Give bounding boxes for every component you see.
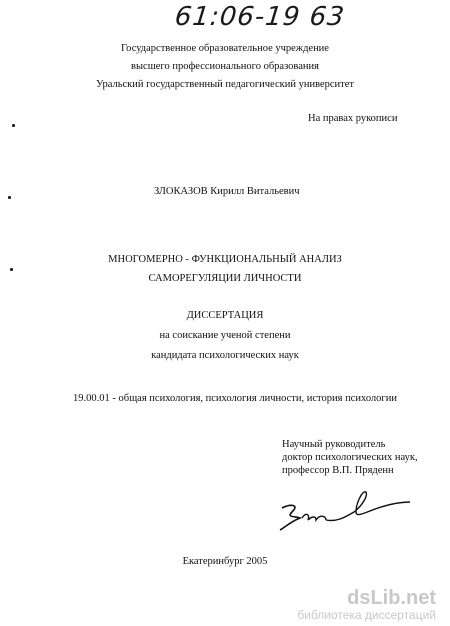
header-line-2: высшего профессионального образования	[131, 61, 319, 72]
watermark-logo: dsLib.net	[347, 587, 436, 609]
margin-mark	[12, 124, 15, 127]
title-line-2: САМОРЕГУЛЯЦИИ ЛИЧНОСТИ	[148, 273, 302, 284]
title-line-1: МНОГОМЕРНО - ФУНКЦИОНАЛЬНЫЙ АНАЛИЗ	[108, 254, 342, 265]
handwritten-signature	[270, 478, 420, 538]
margin-mark	[10, 268, 13, 271]
doc-type-line-1: ДИССЕРТАЦИЯ	[186, 310, 264, 321]
watermark-subtitle: библиотека диссертаций	[297, 608, 436, 622]
doc-type-line-2: на соискание ученой степени	[159, 330, 291, 341]
author-name: ЗЛОКАЗОВ Кирилл Витальевич	[154, 186, 300, 197]
rights-note: На правах рукописи	[308, 113, 398, 124]
supervisor-line-3: профессор В.П. Пряденн	[282, 465, 394, 476]
city-year: Екатеринбург 2005	[182, 556, 268, 567]
margin-mark	[8, 196, 11, 199]
doc-type-line-3: кандидата психологических наук	[151, 350, 299, 361]
supervisor-line-2: доктор психологических наук,	[282, 452, 418, 463]
header-line-3: Уральский государственный педагогический университет	[95, 79, 355, 90]
supervisor-line-1: Научный руководитель	[282, 439, 386, 450]
header-line-1: Государственное образовательное учреждение	[121, 43, 329, 54]
archive-stamp-number: 61:06-19 63	[173, 2, 347, 32]
specialty-code: 19.00.01 - общая психология, психология личности, история психологии	[73, 393, 397, 404]
